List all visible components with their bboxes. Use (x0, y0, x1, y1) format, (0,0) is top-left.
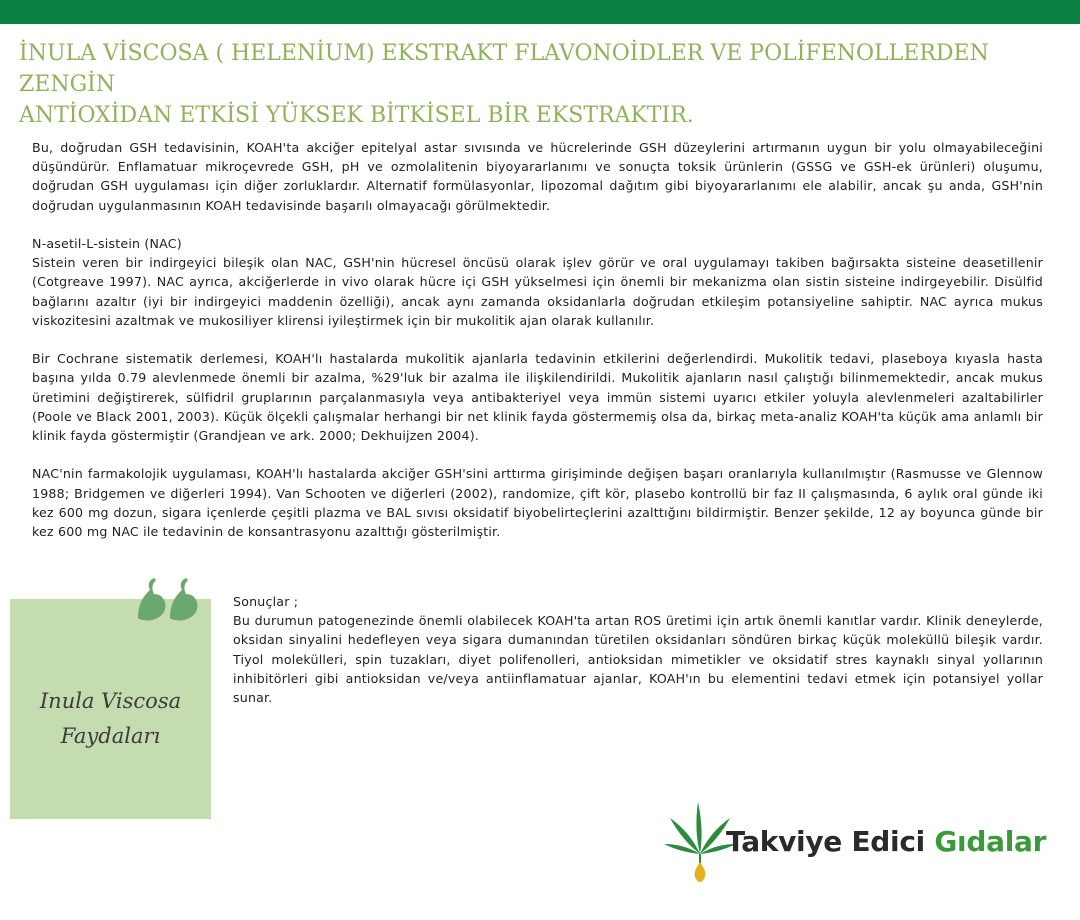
conclusion-text: Bu durumun patogenezinde önemli olabilecek KOAH'ta artan ROS üretimi için artık önemli kanıtlar vardır. Klinik deneylerde, oksidan sinyalini hedefleyen veya sigara dumanından türetilen oksidanları söndüren birkaç küçük moleküllü bileşik vardır. Tiyol molekülleri, spin tuzakları, diyet polifenolleri, antioksidan mimetikler ve oksidatif stres kaynaklı sinyal yollarının inhibitörleri gibi antioksidan ve/veya antiinflamatuar ajanlar, KOAH'ın bu elementini tedavi etmek için potansiyel yollar sunar. (233, 613, 1043, 706)
top-bar (0, 0, 1080, 24)
quote-caption-line-1: Inula Viscosa (39, 689, 182, 713)
nac-heading: N-asetil-L-sistein (NAC) (32, 236, 182, 251)
quote-caption (10, 684, 211, 754)
title-line-1: İNULA VİSCOSA ( HELENİUM) EKSTRAKT FLAVONOİDLER VE POLİFENOLLERDEN ZENGİN (19, 41, 989, 97)
quote-caption-line-2: Faydaları (60, 724, 161, 748)
paragraph-4: NAC'nin farmakolojik uygulaması, KOAH'lı hastalarda akciğer GSH'sini arttırma girişiminde değişen başarı oranlarıyla kullanılmıştır (Rasmusse ve Glennow 1988; Bridgemen ve diğerleri 1994). Van Schooten ve diğerleri (2002), randomize, çift kör, plasebo kontrollü bir faz II çalışmasında, 6 aylık oral günde iki kez 600 mg dozun, sigara içenlerde çeşitli plazma ve BAL sıvısı oksidatif biyobelirteçlerini azalttığını bildirmiştir. Benzer şekilde, 12 ay boyunca günde bir kez 600 mg NAC ile tedavinin de konsantrasyonu azalttığı gösterilmiştir. (32, 466, 1043, 540)
brand-word-1: Takviye (726, 825, 842, 858)
brand-name (726, 824, 1046, 860)
page-title (19, 38, 1059, 131)
paragraph-2 (32, 234, 1043, 330)
quote-mark-icon (134, 560, 204, 630)
conclusion-section (233, 592, 1043, 707)
paragraph-3: Bir Cochrane sistematik derlemesi, KOAH'lı hastalarda mukolitik ajanlarla tedavinin etkilerini değerlendirdi. Mukolitik tedavi, plaseboya kıyasla hasta başına yılda 0.79 alevlenmede önemli bir azalma, %29'luk bir azalma ile ilişkilendirildi. Mukolitik ajanların nasıl çalıştığı bilinmemektedir, ancak mukus üretimini değiştirerek, sülfidril gruplarının parçalanmasıyla veya antibakteriyel veya immün sistemi uyarıcı etkiler yoluyla alevlenmeleri azaltabilirler (Poole ve Black 2001, 2003). Küçük ölçekli çalışmalar herhangi bir net klinik fayda göstermemiş olsa da, birkaç meta-analiz KOAH'ta küçük ama anlamlı bir klinik fayda göstermiştir (Grandjean ve ark. 2000; Dekhuijzen 2004). (32, 351, 1043, 444)
article-body (32, 138, 1043, 560)
paragraph-1: Bu, doğrudan GSH tedavisinin, KOAH'ta akciğer epitelyal astar sıvısında ve hücrelerinde GSH düzeylerini artırmanın uygun bir yolu olmayabileceğini düşündürür. Enflamatuar mikroçevrede GSH, pH ve ozmolalitenin biyoyararlanımı ve sonuçta toksik ürünlerin (GSSG ve GSH-ek ürünleri) oluşumu, doğrudan GSH uygulaması için diğer zorluklardır. Alternatif formülasyonlar, lipozomal dağıtım gibi biyoyararlanımı ele alabilir, ancak şu anda, GSH'nin doğrudan uygulanmasının KOAH tedavisinde başarılı olmayacağı görülmektedir. (32, 140, 1043, 213)
brand-word-2: Edici (851, 825, 925, 858)
paragraph-2-text: Sistein veren bir indirgeyici bileşik olan NAC, GSH'nin hücresel öncüsü olarak işlev görür ve oral uygulamayı takiben bağırsakta sisteine deasetillenir (Cotgreave 1997). NAC ayrıca, akciğerlerde in vivo olarak hücre içi GSH yükselmesi için önemli bir mekanizma olan sistin sisteine indirgeyebilir. Disülfid bağlarını azaltır (iyi bir indirgeyici maddenin özelliği), ancak aynı zamanda oksidanlarla doğrudan etkileşim potansiyeline sahiptir. NAC ayrıca mukus viskozitesini azaltmak ve mukosiliyer klirensi iyileştirmek için bir mukolitik ajan olarak kullanılır. (32, 255, 1043, 328)
conclusion-heading: Sonuçlar ; (233, 594, 299, 609)
title-line-2: ANTİOXİDAN ETKİSİ YÜKSEK BİTKİSEL BİR EKSTRAKTIR. (19, 103, 694, 128)
brand-logo (660, 796, 1047, 886)
brand-word-3: Gıdalar (934, 825, 1047, 858)
